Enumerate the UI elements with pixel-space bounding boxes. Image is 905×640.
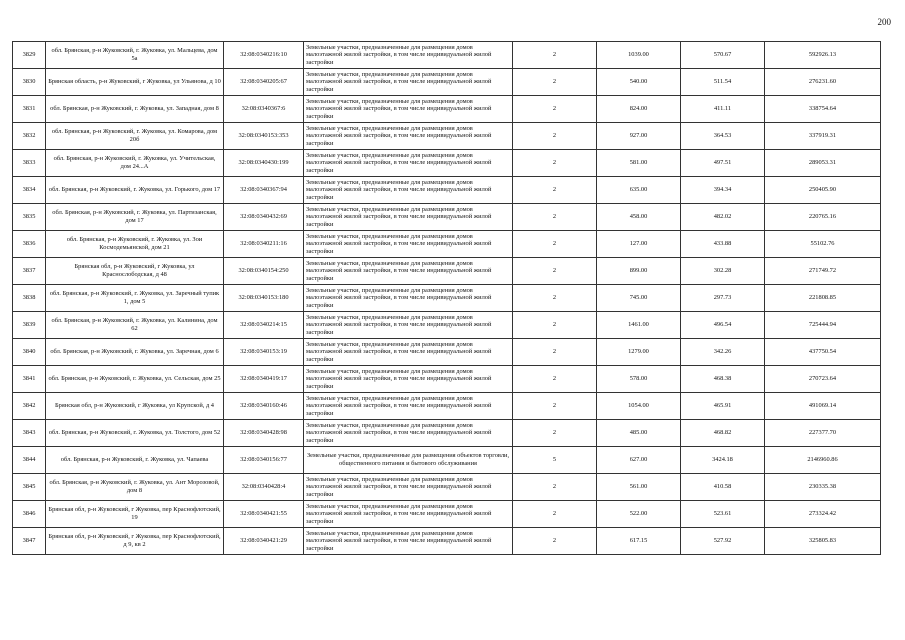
row-specific-value: 523.61 [681,501,765,528]
row-number: 3841 [13,366,46,393]
row-area: 1279.00 [597,339,681,366]
row-cadastral-number: 32:08:0340421:55 [224,501,304,528]
row-use-group: 2 [513,177,597,204]
row-cadastral-number: 32:08:0340367:94 [224,177,304,204]
row-use-group: 2 [513,501,597,528]
row-land-use: Земельные участки, предназначенные для размещения домов малоэтажной жилой застройки, в том числе индивидуальной жилой застройки [304,123,513,150]
table-row [13,231,881,258]
row-area: 458.00 [597,204,681,231]
row-cadastral-number: 32:08:0340421:29 [224,528,304,555]
row-area: 561.00 [597,474,681,501]
table-row [13,528,881,555]
row-use-group: 2 [513,393,597,420]
row-use-group: 2 [513,312,597,339]
row-number: 3846 [13,501,46,528]
row-land-use: Земельные участки, предназначенные для размещения домов малоэтажной жилой застройки, в том числе индивидуальной жилой застройки [304,312,513,339]
row-number: 3844 [13,447,46,474]
row-land-use: Земельные участки, предназначенные для размещения домов малоэтажной жилой застройки, в том числе индивидуальной жилой застройки [304,69,513,96]
row-area: 485.00 [597,420,681,447]
row-land-use: Земельные участки, предназначенные для размещения домов малоэтажной жилой застройки, в том числе индивидуальной жилой застройки [304,474,513,501]
row-cadastral-value: 230335.38 [765,474,881,501]
row-cadastral-number: 32:08:0340430:199 [224,150,304,177]
row-land-use: Земельные участки, предназначенные для размещения домов малоэтажной жилой застройки, в том числе индивидуальной жилой застройки [304,420,513,447]
row-cadastral-value: 2146960.86 [765,447,881,474]
row-use-group: 2 [513,42,597,69]
table-row [13,501,881,528]
row-cadastral-value: 250405.90 [765,177,881,204]
row-land-use: Земельные участки, предназначенные для размещения домов малоэтажной жилой застройки, в том числе индивидуальной жилой застройки [304,366,513,393]
row-cadastral-value: 491069.14 [765,393,881,420]
row-specific-value: 297.73 [681,285,765,312]
row-cadastral-value: 337919.31 [765,123,881,150]
table-row [13,366,881,393]
row-cadastral-number: 32:08:0340216:10 [224,42,304,69]
table-row [13,285,881,312]
row-land-use: Земельные участки, предназначенные для размещения домов малоэтажной жилой застройки, в том числе индивидуальной жилой застройки [304,339,513,366]
row-cadastral-value: 227377.70 [765,420,881,447]
row-number: 3845 [13,474,46,501]
row-area: 540.00 [597,69,681,96]
row-specific-value: 3424.18 [681,447,765,474]
row-cadastral-value: 276231.60 [765,69,881,96]
table-row [13,393,881,420]
row-area: 127.00 [597,231,681,258]
row-specific-value: 465.91 [681,393,765,420]
table-row [13,42,881,69]
row-cadastral-number: 32:08:0340214:15 [224,312,304,339]
row-cadastral-number: 32:08:0340428:98 [224,420,304,447]
row-specific-value: 497.51 [681,150,765,177]
row-area: 627.00 [597,447,681,474]
row-number: 3840 [13,339,46,366]
row-land-use: Земельные участки, предназначенные для размещения домов малоэтажной жилой застройки, в том числе индивидуальной жилой застройки [304,528,513,555]
row-address: обл. Брянская, р-н Жуковский, г. Жуковка, ул. Калинина, дом 62 [46,312,224,339]
row-specific-value: 394.34 [681,177,765,204]
row-cadastral-value: 725444.94 [765,312,881,339]
row-address: обл. Брянская, р-н Жуковский, г. Жуковка, ул. Горького, дом 17 [46,177,224,204]
row-address: обл. Брянская, р-н Жуковский, г. Жуковка, ул. Зои Космодемьянской, дом 21 [46,231,224,258]
row-land-use: Земельные участки, предназначенные для размещения домов малоэтажной жилой застройки, в том числе индивидуальной жилой застройки [304,393,513,420]
row-number: 3834 [13,177,46,204]
row-area: 745.00 [597,285,681,312]
row-specific-value: 410.58 [681,474,765,501]
row-land-use: Земельные участки, предназначенные для размещения домов малоэтажной жилой застройки, в том числе индивидуальной жилой застройки [304,231,513,258]
row-address: Брянская обл, р-н Жуковский, г Жуковка, пер Краснофлотский, д 9, кв 2 [46,528,224,555]
row-area: 1461.00 [597,312,681,339]
row-cadastral-value: 220765.16 [765,204,881,231]
row-use-group: 2 [513,96,597,123]
row-use-group: 2 [513,285,597,312]
row-land-use: Земельные участки, предназначенные для размещения домов малоэтажной жилой застройки, в том числе индивидуальной жилой застройки [304,96,513,123]
row-use-group: 2 [513,339,597,366]
row-specific-value: 482.02 [681,204,765,231]
registry-table [12,41,881,555]
row-cadastral-value: 325805.83 [765,528,881,555]
row-address: обл. Брянская, р-н Жуковский, г. Жуковка, ул. Толстого, дом 52 [46,420,224,447]
row-address: обл. Брянская, р-н Жуковский, г. Жуковка, ул. Учительская, дом 24...А [46,150,224,177]
row-specific-value: 496.54 [681,312,765,339]
row-specific-value: 411.11 [681,96,765,123]
row-cadastral-number: 32:08:0340153:353 [224,123,304,150]
row-use-group: 2 [513,528,597,555]
row-address: обл. Брянская, р-н Жуковский, г. Жуковка, ул. Комарова, дом 20б [46,123,224,150]
row-use-group: 2 [513,204,597,231]
row-address: обл. Брянская, р-н Жуковский, г. Жуковка, ул. Партизанская, дом 17 [46,204,224,231]
row-area: 635.00 [597,177,681,204]
row-number: 3837 [13,258,46,285]
row-cadastral-number: 32:08:0340205:67 [224,69,304,96]
row-number: 3836 [13,231,46,258]
row-cadastral-number: 32:08:0340156:77 [224,447,304,474]
table-row [13,150,881,177]
row-specific-value: 468.38 [681,366,765,393]
row-cadastral-value: 221808.85 [765,285,881,312]
table-row [13,420,881,447]
row-cadastral-number: 32:08:0340154:250 [224,258,304,285]
row-area: 899.00 [597,258,681,285]
row-cadastral-number: 32:08:0340153:180 [224,285,304,312]
row-land-use: Земельные участки, предназначенные для размещения домов малоэтажной жилой застройки, в том числе индивидуальной жилой застройки [304,258,513,285]
row-number: 3833 [13,150,46,177]
row-address: обл. Брянская, р-н Жуковский, г. Жуковка, ул. Ант Морозовой, дом 8 [46,474,224,501]
row-number: 3835 [13,204,46,231]
row-specific-value: 511.54 [681,69,765,96]
row-cadastral-value: 592926.13 [765,42,881,69]
row-use-group: 2 [513,474,597,501]
row-cadastral-number: 32:08:0340428:4 [224,474,304,501]
row-use-group: 2 [513,366,597,393]
table-row [13,339,881,366]
row-use-group: 5 [513,447,597,474]
row-address: обл. Брянская, р-н Жуковский, г. Жуковка, ул. Сельская, дом 25 [46,366,224,393]
row-cadastral-value: 338754.64 [765,96,881,123]
row-number: 3838 [13,285,46,312]
row-use-group: 2 [513,150,597,177]
row-area: 581.00 [597,150,681,177]
table-row [13,447,881,474]
row-area: 1039.00 [597,42,681,69]
row-cadastral-value: 273324.42 [765,501,881,528]
row-specific-value: 302.28 [681,258,765,285]
row-cadastral-number: 32:08:0340211:16 [224,231,304,258]
row-cadastral-value: 55102.76 [765,231,881,258]
row-cadastral-value: 271749.72 [765,258,881,285]
row-number: 3830 [13,69,46,96]
row-cadastral-number: 32:08:0340160:46 [224,393,304,420]
row-address: обл. Брянская, р-н Жуковский, г. Жуковка, ул. Западная, дом 8 [46,96,224,123]
table-row [13,69,881,96]
row-land-use: Земельные участки, предназначенные для размещения объектов торговли, общественного питания и бытового обслуживания [304,447,513,474]
row-number: 3831 [13,96,46,123]
row-use-group: 2 [513,123,597,150]
row-area: 1054.00 [597,393,681,420]
row-area: 617.15 [597,528,681,555]
row-land-use: Земельные участки, предназначенные для размещения домов малоэтажной жилой застройки, в том числе индивидуальной жилой застройки [304,177,513,204]
row-cadastral-number: 32:08:0340432:69 [224,204,304,231]
page-number: 200 [877,17,891,27]
table-row [13,258,881,285]
row-area: 824.00 [597,96,681,123]
row-land-use: Земельные участки, предназначенные для размещения домов малоэтажной жилой застройки, в том числе индивидуальной жилой застройки [304,501,513,528]
row-land-use: Земельные участки, предназначенные для размещения домов малоэтажной жилой застройки, в том числе индивидуальной жилой застройки [304,42,513,69]
row-cadastral-number: 32:08:0340419:17 [224,366,304,393]
row-address: Брянская обл, р-н Жуковский, г Жуковка, ул Краснослободская, д 48 [46,258,224,285]
table-row [13,96,881,123]
row-use-group: 2 [513,231,597,258]
row-specific-value: 570.67 [681,42,765,69]
registry-rows [13,42,881,555]
row-number: 3842 [13,393,46,420]
row-use-group: 2 [513,420,597,447]
row-address: Брянская обл, р-н Жуковский, г Жуковка, ул Крупской, д 4 [46,393,224,420]
row-land-use: Земельные участки, предназначенные для размещения домов малоэтажной жилой застройки, в том числе индивидуальной жилой застройки [304,204,513,231]
row-specific-value: 364.53 [681,123,765,150]
table-row [13,177,881,204]
row-specific-value: 433.88 [681,231,765,258]
row-cadastral-number: 32:08:0340367:6 [224,96,304,123]
row-address: обл. Брянская, р-н Жуковский, г. Жуковка, ул. Заречный тупик 1, дом 5 [46,285,224,312]
row-cadastral-value: 437750.54 [765,339,881,366]
row-specific-value: 527.92 [681,528,765,555]
row-area: 522.00 [597,501,681,528]
row-address: Брянская обл, р-н Жуковский, г Жуковка, пер Краснофлотский, 19 [46,501,224,528]
row-address: обл. Брянская, р-н Жуковский, г. Жуковка, ул. Заречная, дом 6 [46,339,224,366]
row-area: 578.00 [597,366,681,393]
row-address: обл. Брянская, р-н Жуковский, г. Жуковка, ул. Мальцева, дом 5а [46,42,224,69]
row-specific-value: 342.26 [681,339,765,366]
row-cadastral-number: 32:08:0340153:19 [224,339,304,366]
table-row [13,312,881,339]
row-number: 3839 [13,312,46,339]
table-row [13,474,881,501]
row-number: 3843 [13,420,46,447]
table-row [13,204,881,231]
row-number: 3847 [13,528,46,555]
table-row [13,123,881,150]
row-use-group: 2 [513,258,597,285]
row-cadastral-value: 270723.64 [765,366,881,393]
row-address: Брянская область, р-н Жуковский, г Жуковка, ул Ульянова, д 10 [46,69,224,96]
row-number: 3829 [13,42,46,69]
row-land-use: Земельные участки, предназначенные для размещения домов малоэтажной жилой застройки, в том числе индивидуальной жилой застройки [304,285,513,312]
row-specific-value: 468.82 [681,420,765,447]
row-area: 927.00 [597,123,681,150]
row-address: обл. Брянская, р-н Жуковский, г. Жуковка, ул. Чапаева [46,447,224,474]
row-use-group: 2 [513,69,597,96]
row-number: 3832 [13,123,46,150]
row-land-use: Земельные участки, предназначенные для размещения домов малоэтажной жилой застройки, в том числе индивидуальной жилой застройки [304,150,513,177]
row-cadastral-value: 289053.31 [765,150,881,177]
